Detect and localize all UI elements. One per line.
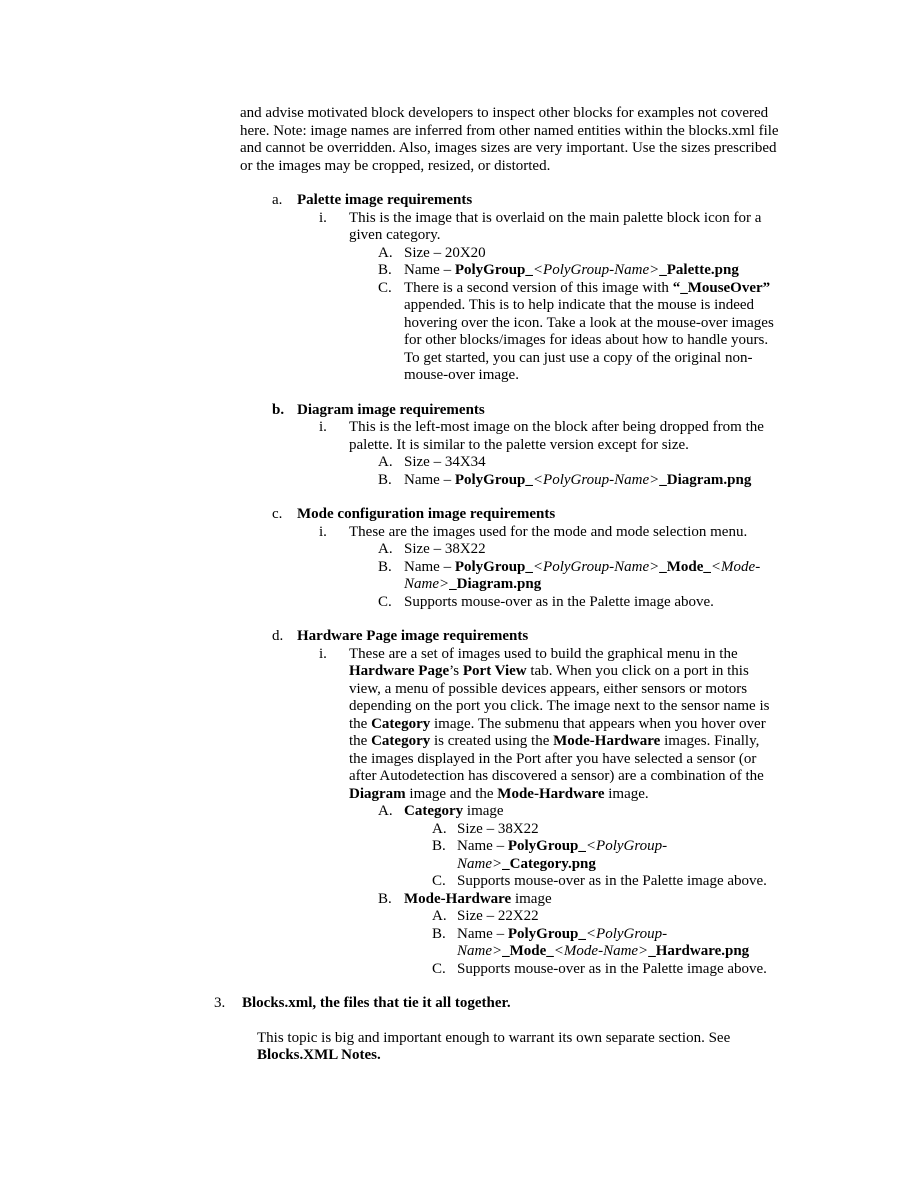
item-d-i-A-C-marker: C. xyxy=(432,873,446,889)
item-d-i-marker: i. xyxy=(319,645,327,662)
text-segment: Supports mouse-over as in the Palette image above. xyxy=(457,873,767,889)
text-segment: the xyxy=(349,733,372,749)
item-d-i-A-C xyxy=(240,873,800,891)
item-d-i-line-7 xyxy=(240,751,800,769)
text-segment: and advise motivated block developers to inspect other blocks for examples not covered xyxy=(240,105,769,121)
text-segment: This topic is big and important enough to warrant its own separate section. See xyxy=(257,1029,731,1046)
text-segment: ’s xyxy=(449,663,463,679)
text-segment: _Category.png xyxy=(502,855,596,872)
text-segment: <PolyGroup- xyxy=(585,838,668,854)
item-a-i-A xyxy=(240,245,800,263)
text-segment: image. xyxy=(604,785,649,802)
text-segment: Diagram image requirements xyxy=(297,401,485,418)
item-c-i-A-marker: A. xyxy=(378,541,393,557)
text-segment: Supports mouse-over as in the Palette image above. xyxy=(457,960,767,977)
text-segment: palette. It is similar to the palette version except for size. xyxy=(349,436,689,453)
text-segment: Name – xyxy=(457,925,508,942)
text-segment: This is the image that is overlaid on the main palette block icon for a xyxy=(349,209,762,226)
text-segment: Name> xyxy=(404,576,450,592)
text-segment: Mode-Hardware xyxy=(497,785,605,802)
item-d-i-A-A xyxy=(240,821,800,839)
text-segment: Name – xyxy=(404,471,455,488)
text-segment: Name – xyxy=(404,262,455,278)
text-segment: image. The submenu that appears when you hover over xyxy=(430,715,766,732)
item-a-i-marker: i. xyxy=(319,209,327,226)
text-segment: PolyGroup_ xyxy=(507,925,586,942)
text-segment: <PolyGroup-Name> xyxy=(532,471,660,488)
text-segment: Mode-Hardware xyxy=(553,733,661,749)
text-segment: PolyGroup_ xyxy=(507,838,586,854)
text-segment: There is a second version of this image with xyxy=(404,279,673,296)
item-d-i-line-3 xyxy=(240,681,800,699)
item-a-i-C-line-6 xyxy=(240,367,800,385)
text-segment: PolyGroup_ xyxy=(454,262,533,278)
item-d-i-A-A-marker: A. xyxy=(432,820,447,837)
text-segment: _Diagram.png xyxy=(659,471,752,488)
item-d-i-line-2 xyxy=(240,663,800,681)
item-d-i-A-B-line-1 xyxy=(240,838,800,856)
item-b-i-B-line-1 xyxy=(240,472,800,490)
item-a-i-C-line-4 xyxy=(240,332,800,350)
text-segment: Size – 38X22 xyxy=(404,541,486,557)
item-d-heading xyxy=(240,628,800,646)
item-d-i-B xyxy=(240,891,800,909)
item-b-i xyxy=(240,419,800,454)
item-c-i-C-line-1 xyxy=(240,594,800,612)
text-segment: Size – 34X34 xyxy=(404,454,486,470)
text-segment: is created using the xyxy=(430,733,554,749)
item-a-i-C-line-2 xyxy=(240,297,800,315)
item-b-i-A-line-1 xyxy=(240,454,800,472)
item-c-i xyxy=(240,524,800,542)
text-segment: PolyGroup_ xyxy=(454,558,533,575)
text-segment: Blocks.XML Notes. xyxy=(257,1047,381,1063)
item-b-heading-marker: b. xyxy=(272,401,285,418)
text-segment: depending on the port you click. The image next to the sensor name is xyxy=(349,698,770,714)
item-d-i-A-C-line-1 xyxy=(240,873,800,891)
text-segment: “_MouseOver” xyxy=(672,279,771,296)
text-segment: Hardware Page image requirements xyxy=(297,628,529,644)
item-c-i-C xyxy=(240,594,800,612)
item-c-i-A-line-1 xyxy=(240,541,800,559)
item-d-i-A-B-line-2 xyxy=(240,856,800,874)
item-b-i-B-marker: B. xyxy=(378,471,392,488)
item-b-i-marker: i. xyxy=(319,419,327,435)
text-segment: <PolyGroup-Name> xyxy=(532,558,660,575)
text-segment: <PolyGroup- xyxy=(585,925,668,942)
text-segment: To get started, you can just use a copy of the original non- xyxy=(404,349,753,366)
text-segment: Blocks.xml, the files that tie it all together. xyxy=(242,995,511,1011)
text-segment: <Mode-Name> xyxy=(553,943,649,959)
text-segment: Name> xyxy=(457,855,503,872)
item-c-heading-marker: c. xyxy=(272,506,283,522)
text-segment: image xyxy=(463,803,504,819)
item-d-i-line-8 xyxy=(240,768,800,786)
item-a-heading-line-1 xyxy=(240,192,800,210)
text-segment: the images displayed in the Port after you have selected a sensor (or xyxy=(349,750,757,767)
item-a-i-A-marker: A. xyxy=(378,244,393,261)
item-3-heading-line-1 xyxy=(240,995,800,1013)
text-segment: Name – xyxy=(404,558,455,575)
item-d-i-B-A xyxy=(240,908,800,926)
item-c-heading xyxy=(240,506,800,524)
item-d-i-B-B xyxy=(240,926,800,961)
item-3-heading xyxy=(214,995,800,1013)
item-c-i-B-marker: B. xyxy=(378,558,392,575)
item-d-i-B-B-marker: B. xyxy=(432,925,446,942)
text-segment: Size – 22X22 xyxy=(457,908,539,924)
item-3-paragraph xyxy=(240,1030,800,1065)
item-a-i-C-line-5 xyxy=(240,350,800,368)
text-segment: _Hardware.png xyxy=(648,943,750,959)
text-segment: image xyxy=(511,890,552,907)
item-b-heading xyxy=(240,402,800,420)
item-a-heading xyxy=(240,192,800,210)
item-a-i xyxy=(240,210,800,245)
text-segment: Category xyxy=(371,715,431,732)
text-segment: Name – xyxy=(457,838,508,854)
text-segment: Category xyxy=(371,733,431,749)
item-d-i-line-6 xyxy=(240,733,800,751)
intro-paragraph-line-4 xyxy=(240,158,800,176)
item-a-i-line-2 xyxy=(240,227,800,245)
item-d-i-B-C xyxy=(240,961,800,979)
text-segment: appended. This is to help indicate that the mouse is indeed xyxy=(404,297,755,313)
text-segment: hovering over the icon. Take a look at the mouse-over images xyxy=(404,314,774,331)
text-segment: Port View xyxy=(462,663,527,679)
item-b-i-A-marker: A. xyxy=(378,454,393,470)
text-segment: _Mode_ xyxy=(659,558,711,575)
item-a-heading-marker: a. xyxy=(272,192,283,208)
text-segment: after Autodetection has discovered a sensor) are a combination of the xyxy=(349,768,764,784)
item-a-i-C-marker: C. xyxy=(378,279,392,296)
text-segment: Size – 20X20 xyxy=(404,244,486,261)
intro-paragraph-line-2 xyxy=(240,123,800,141)
item-d-i-B-B-line-2 xyxy=(240,943,800,961)
text-segment: Mode configuration image requirements xyxy=(297,506,556,522)
text-segment: Diagram xyxy=(349,785,406,802)
text-segment: These are the images used for the mode and mode selection menu. xyxy=(349,523,748,540)
item-a-i-B xyxy=(240,262,800,280)
item-c-i-B xyxy=(240,559,800,594)
item-b-i-A xyxy=(240,454,800,472)
item-c-i-B-line-2 xyxy=(240,576,800,594)
text-segment: images. Finally, xyxy=(660,733,760,749)
item-c-i-B-line-1 xyxy=(240,559,800,577)
text-segment: mouse-over image. xyxy=(404,367,519,383)
item-d-heading-marker: d. xyxy=(272,628,284,644)
item-d-i xyxy=(240,646,800,804)
item-d-i-A-B xyxy=(240,838,800,873)
text-segment: <PolyGroup-Name> xyxy=(532,262,660,278)
item-c-heading-line-1 xyxy=(240,506,800,524)
text-segment: Mode-Hardware xyxy=(404,890,512,907)
text-segment: _Mode_ xyxy=(502,943,554,959)
text-segment: _Palette.png xyxy=(659,262,739,278)
item-d-heading-line-1 xyxy=(240,628,800,646)
text-segment: Hardware Page xyxy=(349,663,450,679)
item-d-i-line-9 xyxy=(240,786,800,804)
item-d-i-line-4 xyxy=(240,698,800,716)
text-segment: the xyxy=(349,715,372,732)
text-segment: This is the left-most image on the block after being dropped from the xyxy=(349,419,764,435)
item-a-i-B-marker: B. xyxy=(378,262,392,278)
text-segment: image and the xyxy=(405,785,498,802)
item-a-i-C-line-3 xyxy=(240,315,800,333)
text-segment: tab. When you click on a port in this xyxy=(526,663,749,679)
item-a-i-C xyxy=(240,280,800,385)
item-b-i-line-2 xyxy=(240,437,800,455)
item-d-i-B-B-line-1 xyxy=(240,926,800,944)
item-d-i-B-A-marker: A. xyxy=(432,908,447,924)
item-a-i-B-line-1 xyxy=(240,262,800,280)
item-d-i-line-5 xyxy=(240,716,800,734)
text-segment: or the images may be cropped, resized, or distorted. xyxy=(240,157,551,174)
item-d-i-A-A-line-1 xyxy=(240,821,800,839)
text-segment: <Mode- xyxy=(710,558,761,575)
text-segment: and cannot be overridden. Also, images sizes are very important. Use the sizes prescribed xyxy=(240,140,777,156)
text-segment: Supports mouse-over as in the Palette image above. xyxy=(404,593,714,610)
item-d-i-B-C-marker: C. xyxy=(432,960,446,977)
item-d-i-B-marker: B. xyxy=(378,890,392,907)
text-segment: here. Note: image names are inferred from other named entities within the blocks.xml file xyxy=(240,122,779,139)
item-c-i-C-marker: C. xyxy=(378,593,392,610)
text-segment: for other blocks/images for ideas about how to handle yours. xyxy=(404,332,769,348)
item-d-i-A-B-marker: B. xyxy=(432,838,446,854)
item-d-i-A xyxy=(240,803,800,821)
item-3-paragraph-line-1 xyxy=(240,1030,800,1048)
item-d-i-A-marker: A. xyxy=(378,803,393,819)
item-b-i-B xyxy=(240,472,800,490)
item-d-i-B-line-1 xyxy=(240,891,800,909)
item-c-i-marker: i. xyxy=(319,523,327,540)
text-segment: Size – 38X22 xyxy=(457,820,539,837)
intro-paragraph-line-1 xyxy=(240,105,800,123)
item-b-heading-line-1 xyxy=(240,402,800,420)
text-segment: PolyGroup_ xyxy=(454,471,533,488)
text-segment: Category xyxy=(404,803,464,819)
intro-paragraph xyxy=(240,105,800,175)
text-segment: Palette image requirements xyxy=(297,192,473,208)
text-segment: Name> xyxy=(457,943,503,959)
item-d-i-B-C-line-1 xyxy=(240,961,800,979)
document-content xyxy=(214,105,800,1065)
text-segment: These are a set of images used to build the graphical menu in the xyxy=(349,645,738,662)
intro-paragraph-line-3 xyxy=(240,140,800,158)
text-segment: _Diagram.png xyxy=(449,576,542,592)
item-3-paragraph-line-2 xyxy=(240,1047,800,1065)
item-3-heading-marker: 3. xyxy=(214,995,226,1011)
item-d-i-A-line-1 xyxy=(240,803,800,821)
item-c-i-A xyxy=(240,541,800,559)
item-d-i-B-A-line-1 xyxy=(240,908,800,926)
text-segment: view, a menu of possible devices appears, either sensors or motors xyxy=(349,680,748,697)
item-a-i-A-line-1 xyxy=(240,245,800,263)
text-segment: given category. xyxy=(349,227,441,243)
item-a-i-C-line-1 xyxy=(240,280,800,298)
